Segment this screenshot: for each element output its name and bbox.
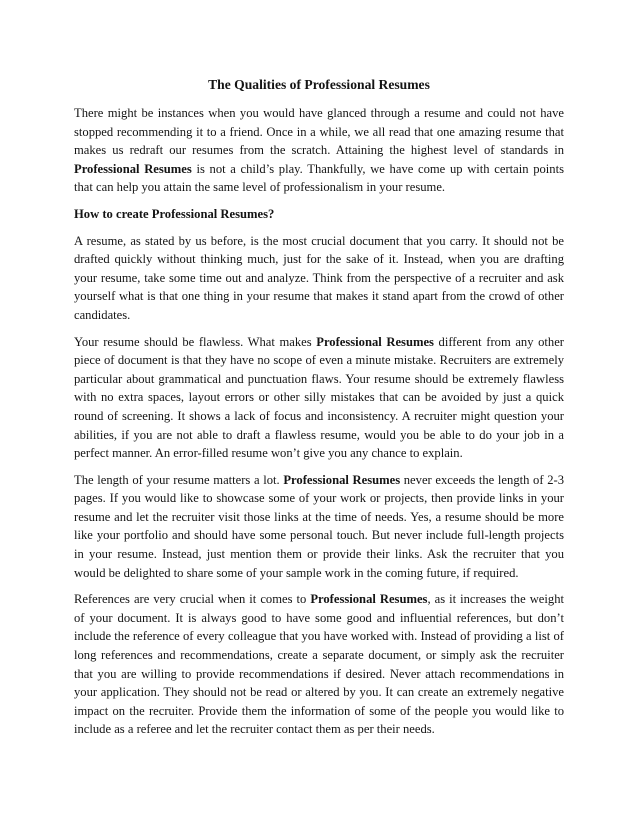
paragraph-flawless (74, 333, 564, 463)
intro-text-before: There might be instances when you would have glanced through a resume and could not have stopped recommending it to a friend. Once in a while, we all read that one amazing resume that makes us redraft our resumes from the scratch. Attaining the highest level of standards in (74, 106, 564, 158)
intro-bold-term: Professional Resumes (74, 161, 192, 176)
length-text-after: never exceeds the length of 2-3 pages. If you would like to showcase some of your work or projects, then provide links in your resume and let the recruiter visit those links at the time of needs. Yes, a resume should be more like your portfolio and should have some personal touch. But never include full-length projects in your resume. Instead, just mention them or provide their links. Ask the recruiter that you would be delighted to share some of your sample work in the coming future, if required. (74, 472, 564, 580)
length-text-before: The length of your resume matters a lot. (74, 472, 284, 487)
paragraph-drafting: A resume, as stated by us before, is the most crucial document that you carry. It should not be drafted quickly without thinking much, just for the sake of it. Instead, when you are drafting your resume, take some time out and analyze. Think from the perspective of a recruiter and ask yourself what is that one thing in your resume that makes it stand apart from the crowd of other candidates. (74, 233, 564, 322)
references-text-before: References are very crucial when it comes to (74, 592, 311, 607)
flawless-text-after: different from any other piece of document is that they have no scope of even a minute mistake. Recruiters are extremely particular about grammatical and punctuation flaws. Your resume should be extremely flawless with no extra spaces, layout errors or other silly mistakes that can be avoided by just a quick round of screening. It shows a lack of focus and inconsistency. A recruiter might question your abilities, if you are not able to draft a flawless resume, would you be able to do your job in a perfect manner. An error-filled resume won’t give you any chance to explain. (74, 334, 564, 461)
intro-text-after: is not a child’s play. Thankfully, we have come up with certain points that can help you attain the same level of professionalism in your resume. (74, 161, 564, 195)
flawless-bold-term: Professional Resumes (316, 334, 434, 349)
flawless-text-before: Your resume should be flawless. What makes (74, 334, 317, 349)
references-text-after: , as it increases the weight of your document. It is always good to have some good and influential references, but don’t include the reference of every colleague that you have worked with. Instead of providing a list of long references and recommendations, create a separate document, or simply ask the recruiter that you are willing to provide recommendations if desired. Never attach recommendations in your application. They should not be read or altered by you. It can create an extremely negative impact on the recruiter. Provide them the information of some of the people you would like to include as a referee and let the recruiter contact them as per their needs. (74, 592, 564, 737)
section-heading: How to create Professional Resumes? (74, 206, 275, 221)
intro-paragraph (74, 104, 564, 197)
references-bold-term: Professional Resumes (310, 592, 428, 607)
paragraph-length (74, 471, 564, 583)
length-bold-term: Professional Resumes (283, 472, 401, 487)
document-title: The Qualities of Professional Resumes (208, 77, 430, 92)
document-page (74, 76, 564, 747)
paragraph-references (74, 590, 564, 739)
